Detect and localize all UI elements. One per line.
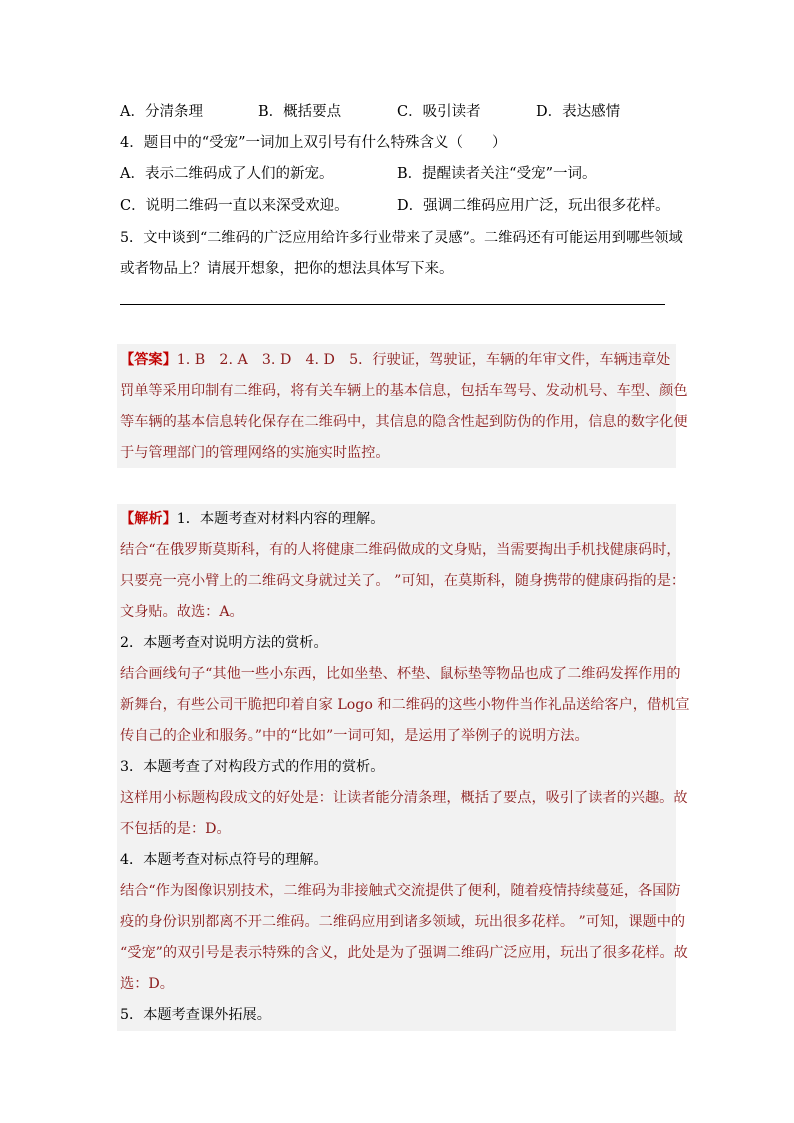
analysis-line-6: 新舞台，有些公司干脆把印着自家 Logo 和二维码的这些小物件当作礼品送给客户，借机宣 bbox=[120, 697, 690, 713]
analysis-first: 1．本题考查对材料内容的理解。 bbox=[176, 511, 385, 527]
q3-options bbox=[120, 102, 680, 122]
analysis-line-0 bbox=[120, 509, 384, 529]
analysis-line-8: 3．本题考查了对构段方式的作用的赏析。 bbox=[120, 759, 385, 775]
q4-option-d: D．强调二维码应用广泛，玩出很多花样。 bbox=[397, 198, 670, 214]
q4-option-a: A．表示二维码成了人们的新宠。 bbox=[120, 166, 334, 182]
analysis-line-1: 结合“在俄罗斯莫斯科，有的人将健康二维码做成的文身贴，当需要掏出手机找健康码时， bbox=[120, 542, 681, 558]
analysis-line-14: “受宠”的双引号是表示特殊的含义，此处是为了强调二维码广泛应用，玩出了很多花样。故 bbox=[120, 945, 688, 961]
analysis-line-16: 5．本题考查课外拓展。 bbox=[120, 1007, 271, 1023]
analysis-line-3: 文身贴。故选：A。 bbox=[120, 604, 244, 620]
analysis-line-9: 这样用小标题构段成文的好处是：让读者能分清条理，概括了要点，吸引了读者的兴趣。故 bbox=[120, 790, 688, 806]
q4-options-row2 bbox=[120, 196, 680, 216]
q4-option-b: B．提醒读者关注“受宠”一词。 bbox=[397, 166, 597, 182]
answer-line-2: 罚单等采用印制有二维码，将有关车辆上的基本信息，包括车驾号、发动机号、车型、颜色 bbox=[120, 383, 688, 399]
answer-tag: 【答案】 bbox=[120, 352, 177, 368]
answer-line-1 bbox=[120, 350, 670, 370]
analysis-line-11: 4．本题考查对标点符号的理解。 bbox=[120, 852, 328, 868]
q3-option-d: D．表达感情 bbox=[536, 104, 621, 120]
answer-line-3: 等车辆的基本信息转化保存在二维码中，其信息的隐含性起到防伪的作用，信息的数字化便 bbox=[120, 414, 688, 430]
analysis-line-12: 结合“作为图像识别技术，二维码为非接触式交流提供了便利，随着疫情持续蔓延，各国防 bbox=[120, 883, 681, 899]
analysis-tag: 【解析】 bbox=[120, 511, 177, 527]
analysis-line-15: 选：D。 bbox=[120, 976, 174, 992]
analysis-line-4: 2．本题考查对说明方法的赏析。 bbox=[120, 635, 328, 651]
q4-options-row1 bbox=[120, 164, 680, 184]
q4-option-c: C．说明二维码一直以来深受欢迎。 bbox=[120, 198, 349, 214]
q4-stem: 4．题目中的“受宠”一词加上双引号有什么特殊含义（ ） bbox=[120, 135, 507, 151]
q5-line1: 5．文中谈到“二维码的广泛应用给许多行业带来了灵感”。二维码还有可能运用到哪些领域 bbox=[120, 230, 683, 246]
q3-option-b: B．概括要点 bbox=[258, 104, 342, 120]
q5-line2: 或者物品上？请展开想象，把你的想法具体写下来。 bbox=[120, 261, 454, 277]
answer-text-1: 1. B 2. A 3. D 4. D 5．行驶证，驾驶证，车辆的年审文件，车辆违章处 bbox=[176, 352, 671, 368]
answer-blank-line bbox=[120, 304, 665, 305]
answer-line-4: 于与管理部门的管理网络的实施实时监控。 bbox=[120, 445, 390, 461]
analysis-line-13: 疫的身份识别都离不开二维码。二维码应用到诸多领域，玩出很多花样。 ”可知，课题中的 bbox=[120, 914, 686, 930]
analysis-line-5: 结合画线句子“其他一些小东西，比如坐垫、杯垫、鼠标垫等物品也成了二维码发挥作用的 bbox=[120, 666, 681, 682]
q3-option-a: A．分清条理 bbox=[120, 104, 203, 120]
analysis-line-7: 传自己的企业和服务。”中的“比如”一词可知，是运用了举例子的说明方法。 bbox=[120, 728, 589, 744]
analysis-line-2: 只要亮一亮小臂上的二维码文身就过关了。 ”可知，在莫斯科，随身携带的健康码指的是： bbox=[120, 573, 686, 589]
q3-option-c: C．吸引读者 bbox=[397, 104, 481, 120]
analysis-line-10: 不包括的是：D。 bbox=[120, 821, 231, 837]
